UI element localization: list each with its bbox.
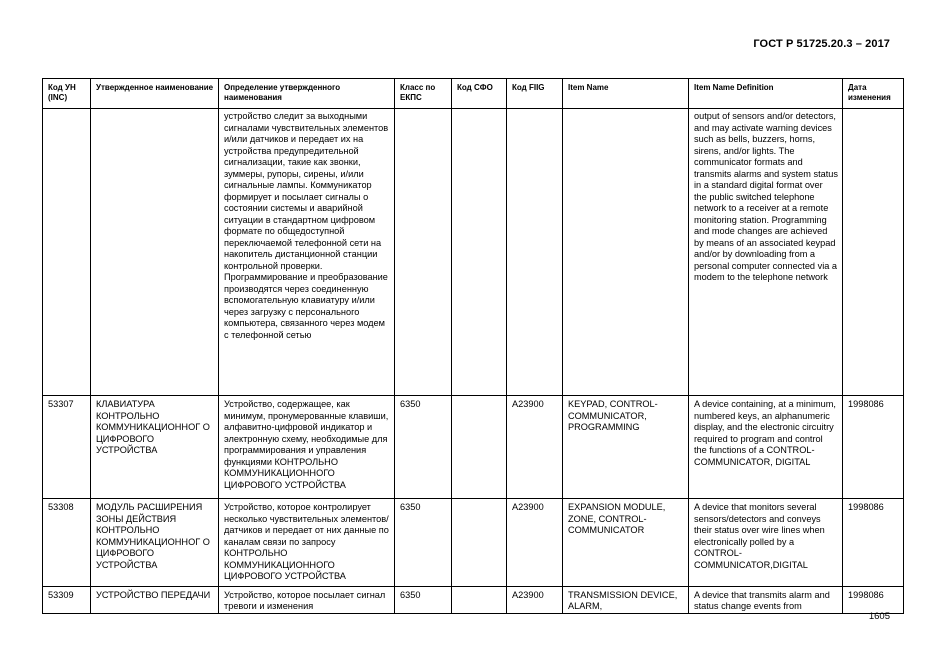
cell-definition-en: A device that monitors several sensors/detectors and conveys their status over wire lines when electronically polled by a CONTROL-COMMUNICATOR,DIGITAL <box>689 499 843 587</box>
cell-sfo-code <box>452 586 507 613</box>
column-header-inc: Код УН (INC) <box>43 79 91 109</box>
cell-fiig-code: A23900 <box>507 396 563 499</box>
cell-fiig-code: A23900 <box>507 499 563 587</box>
column-header-definition-en: Item Name Definition <box>689 79 843 109</box>
page-number: 1605 <box>868 611 890 622</box>
column-header-approved-name: Утвержденное наименование <box>91 79 219 109</box>
cell-ekps-class <box>395 109 452 396</box>
column-header-fiig-code: Код FIIG <box>507 79 563 109</box>
cell-item-name: TRANSMISSION DEVICE, ALARM, <box>563 586 689 613</box>
cell-item-name: EXPANSION MODULE, ZONE, CONTROL-COMMUNICATOR <box>563 499 689 587</box>
cell-sfo-code <box>452 109 507 396</box>
cell-fiig-code <box>507 109 563 396</box>
cell-inc <box>43 109 91 396</box>
table-row <box>43 586 904 613</box>
cell-sfo-code <box>452 499 507 587</box>
cell-definition-ru: Устройство, которое контролирует несколько чувствительных элементов/датчиков и передает от них данные по каналам связи по запросу КОНТРОЛЬНО КОММУНИКАЦИОННОГО ЦИФРОВОГО УСТРОЙСТВА <box>219 499 395 587</box>
catalog-table <box>42 78 904 614</box>
cell-definition-en: A device that transmits alarm and status change events from <box>689 586 843 613</box>
cell-inc: 53308 <box>43 499 91 587</box>
cell-approved-name: МОДУЛЬ РАСШИРЕНИЯ ЗОНЫ ДЕЙСТВИЯ КОНТРОЛЬНО КОММУНИКАЦИОННОГ О ЦИФРОВОГО УСТРОЙСТВА <box>91 499 219 587</box>
cell-approved-name: КЛАВИАТУРА КОНТРОЛЬНО КОММУНИКАЦИОННОГ О ЦИФРОВОГО УСТРОЙСТВА <box>91 396 219 499</box>
document-code: ГОСТ Р 51725.20.3 – 2017 <box>753 38 890 50</box>
cell-approved-name <box>91 109 219 396</box>
table-row <box>43 109 904 396</box>
cell-ekps-class: 6350 <box>395 499 452 587</box>
cell-definition-en: A device containing, at a minimum, numbered keys, an alphanumeric display, and the electronic circuitry required to program and control the functions of a CONTROL-COMMUNICATOR, DIGITAL <box>689 396 843 499</box>
column-header-item-name: Item Name <box>563 79 689 109</box>
cell-item-name: KEYPAD, CONTROL-COMMUNICATOR, PROGRAMMING <box>563 396 689 499</box>
cell-ekps-class: 6350 <box>395 396 452 499</box>
cell-date: 1998086 <box>843 499 904 587</box>
cell-inc: 53309 <box>43 586 91 613</box>
cell-definition-ru: Устройство, которое посылает сигнал тревоги и изменения <box>219 586 395 613</box>
cell-date: 1998086 <box>843 396 904 499</box>
cell-inc: 53307 <box>43 396 91 499</box>
table-row <box>43 499 904 587</box>
column-header-ekps-class: Класс по ЕКПС <box>395 79 452 109</box>
cell-definition-ru: устройство следит за выходными сигналами чувствительных элементов и/или датчиков и передает их на устройства предупредительной сигнализации, такие как звонки, зуммеры, рупоры, сирены, и/или сигнальные лампы. Коммуникатор формирует и посылает сигналы о состоянии системы и аварийной ситуации в стандартном цифровом формате по общедоступной переключаемой телефонной сети на накопитель дистанционной станции контрольной проверки. Программирование и преобразование производятся через соединенную вспомогательную клавиатуру и/или через загрузку с персонального компьютера, связанного через модем с телефонной сетью <box>219 109 395 396</box>
cell-date <box>843 109 904 396</box>
cell-definition-en: output of sensors and/or detectors, and may activate warning devices such as bells, buzzers, horns, sirens, and/or lights. The communicator formats and transmits alarms and system status in a standard digital format over the public switched telephone network to a receiver at a remote monitoring station. Programming and mode changes are achieved by means of an associated keypad and/or by downloading from a personal computer connected via a modem to the telephone network <box>689 109 843 396</box>
column-header-date: Дата изменения <box>843 79 904 109</box>
column-header-sfo-code: Код СФО <box>452 79 507 109</box>
cell-date: 1998086 <box>843 586 904 613</box>
cell-fiig-code: A23900 <box>507 586 563 613</box>
cell-definition-ru: Устройство, содержащее, как минимум, пронумерованные клавиши, алфавитно-цифровой индикатор и электронную схему, необходимые для программирования и управления функциями КОНТРОЛЬНО КОММУНИКАЦИОННОГО ЦИФРОВОГО УСТРОЙСТВА <box>219 396 395 499</box>
cell-sfo-code <box>452 396 507 499</box>
table-header-row <box>43 79 904 109</box>
cell-item-name <box>563 109 689 396</box>
table-row <box>43 396 904 499</box>
cell-approved-name: УСТРОЙСТВО ПЕРЕДАЧИ <box>91 586 219 613</box>
cell-ekps-class: 6350 <box>395 586 452 613</box>
column-header-definition-ru: Определение утвержденного наименования <box>219 79 395 109</box>
